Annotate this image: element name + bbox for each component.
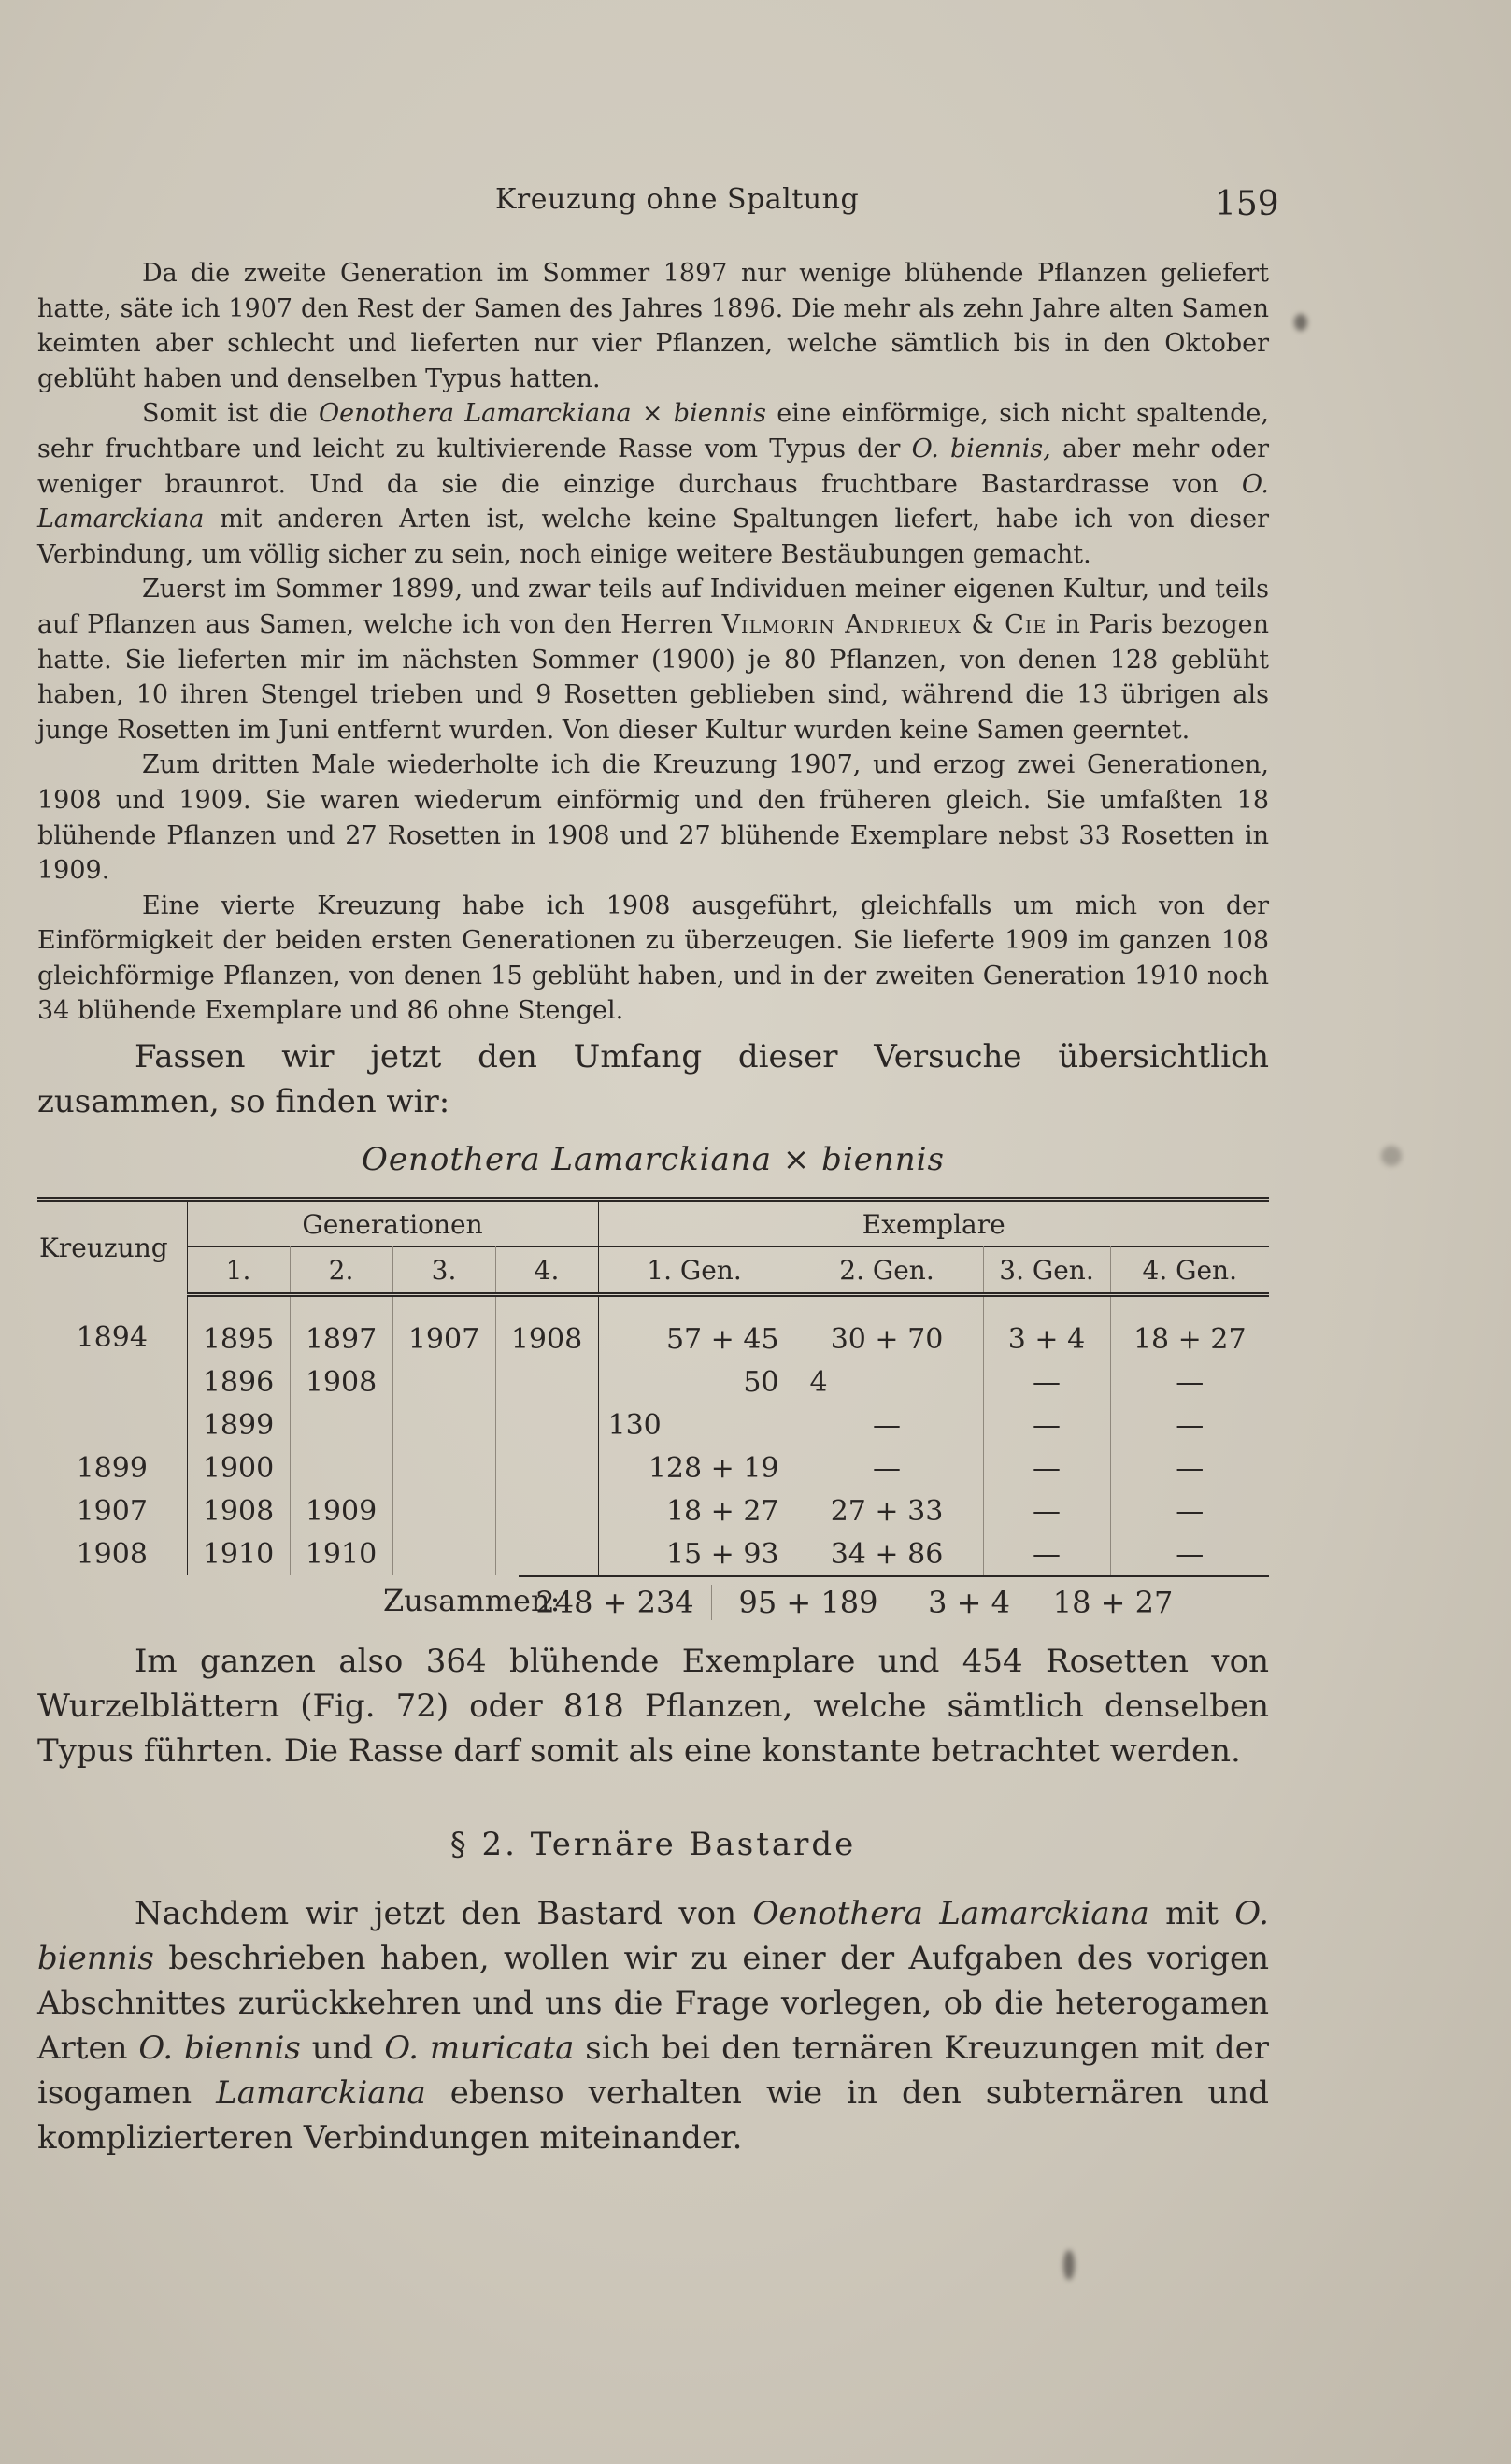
paragraph: Zum dritten Male wiederholte ich die Kreuzung 1907, und erzog zwei Generationen, 1908 und 1909. Sie waren wiederum einförmig und den früheren gleich. Sie umfaßten 18 blühende Pflanzen und 27 Rosetten in 1908 und 27 blühende Exemplare nebst 33 Rosetten in 1909. — [37, 750, 1269, 886]
table-row: 1907 1908 1909 18 + 27 27 + 33 — — — [37, 1489, 1269, 1532]
paragraph: Im ganzen also 364 blühende Exemplare und 454 Rosetten von Wurzelblättern (Fig. 72) oder 818 Pflanzen, welche sämtlich denselben Typus führten. Die Rasse darf somit als eine konstante betrachtet werden. — [37, 1643, 1269, 1771]
running-title: Kreuzung ohne Spaltung — [495, 183, 860, 216]
large-print-section — [37, 1891, 1269, 2160]
group-exemplare: Exemplare — [862, 1208, 1005, 1240]
sum-gen-3: 3 + 4 — [905, 1585, 1033, 1620]
paragraph: Somit ist die Oenothera Lamarckiana × biennis eine einförmige, sich nicht spaltende, sehr fruchtbare und leicht zu kultivierende Rasse vom Typus der O. biennis, aber mehr oder weniger braunrot. Und da sie die einzige durchaus fruchtbare Bastardrasse von O. Lamarckiana mit anderen Arten ist, welche keine Spaltungen liefert, habe ich von dieser Verbindung, um völlig sicher zu sein, noch einige weitere Bestäubungen gemacht. — [37, 399, 1269, 569]
table-row: 1899 1900 128 + 19 — — — — [37, 1446, 1269, 1489]
page-number: 159 — [1215, 185, 1279, 223]
col-gen-2: 2. — [290, 1247, 392, 1295]
ink-smudge — [1063, 2250, 1075, 2280]
sum-gen-1: 248 + 234 — [519, 1585, 712, 1620]
sum-gen-4: 18 + 27 — [1052, 1585, 1174, 1621]
paragraph: Fassen wir jetzt den Umfang dieser Versuche übersichtlich zusammen, so finden wir: — [37, 1038, 1269, 1121]
col-ex-2: 2. Gen. — [791, 1247, 983, 1295]
sum-label: Zusammen: — [383, 1583, 561, 1619]
paragraph: Da die zweite Generation im Sommer 1897 nur wenige blühende Pflanzen geliefert hatte, säte ich 1907 den Rest der Samen des Jahres 1896. Die mehr als zehn Jahre alten Samen keimten aber schlecht und lieferten nur vier Pflanzen, welche sämtlich bis in den Oktober geblüht haben und denselben Typus hatten. — [37, 259, 1269, 393]
ink-smudge — [1381, 1146, 1402, 1166]
small-print-section — [37, 256, 1269, 1029]
paragraph: Nachdem wir jetzt den Bastard von Oenothera Lamarckiana mit O. biennis beschrieben haben, wollen wir zu einer der Aufgaben des vorigen Abschnittes zurückkehren und uns die Frage vorlegen, ob die heterogamen Arten O. biennis und O. muricata sich bei den ternären Kreuzungen mit der isogamen Lamarckiana ebenso verhalten wie in den subternären und komplizierteren Verbindungen miteinander. — [37, 1895, 1270, 2158]
ink-smudge — [1294, 314, 1307, 331]
paragraph: Eine vierte Kreuzung habe ich 1908 ausgeführt, gleichfalls um mich von der Einförmigkeit der beiden ersten Generationen zu überzeugen. Sie lieferte 1909 im ganzen 108 gleichförmige Pflanzen, von denen 15 geblüht haben, und in der zweiten Generation 1910 noch 34 blühende Exemplare und 86 ohne Stengel. — [37, 890, 1269, 1026]
table-row: 1894 1895 1897 1907 1908 57 + 45 30 + 70 3 + 4 18 + 27 — [37, 1295, 1269, 1361]
sum-row-wrap — [37, 1575, 1269, 1628]
large-print-intro — [37, 1034, 1269, 1124]
paragraph: Zuerst im Sommer 1899, und zwar teils auf Individuen meiner eigenen Kultur, und teils auf Pflanzen aus Samen, welche ich von den Herren Vilmorin Andrieux & Cie in Paris bezogen hatte. Sie lieferten mir im nächsten Sommer (1900) je 80 Pflanzen, von denen 128 geblüht haben, 10 ihren Stengel trieben und 9 Rosetten geblieben sind, während die 13 übrigen als junge Rosetten im Juni entfernt wurden. Von dieser Kultur wurden keine Samen geerntet. — [37, 575, 1269, 745]
page-header — [0, 183, 1511, 230]
data-table — [37, 1197, 1269, 1575]
col-gen-3: 3. — [392, 1247, 495, 1295]
table-row: 1908 1910 1910 15 + 93 34 + 86 — — — [37, 1532, 1269, 1575]
page-body — [37, 256, 1269, 2160]
col-ex-1: 1. Gen. — [598, 1247, 791, 1295]
data-table-area — [37, 1197, 1269, 1628]
large-print-section — [37, 1639, 1269, 1773]
col-ex-3: 3. Gen. — [983, 1247, 1110, 1295]
col-gen-1: 1. — [187, 1247, 290, 1295]
section-heading: § 2. Ternäre Bastarde — [449, 1826, 857, 1864]
col-ex-4: 4. Gen. — [1110, 1247, 1269, 1295]
sum-row — [519, 1575, 1269, 1628]
col-gen-4: 4. — [495, 1247, 598, 1295]
group-generationen: Generationen — [187, 1200, 598, 1247]
col-kreuzung: Kreuzung — [37, 1200, 187, 1295]
table-caption: Oenothera Lamarckiana × biennis — [362, 1141, 945, 1179]
sum-gen-2: 95 + 189 — [712, 1585, 905, 1620]
table-row: 1899 130 — — — — [37, 1403, 1269, 1446]
table-row: 1896 1908 50 4 — — — [37, 1360, 1269, 1403]
